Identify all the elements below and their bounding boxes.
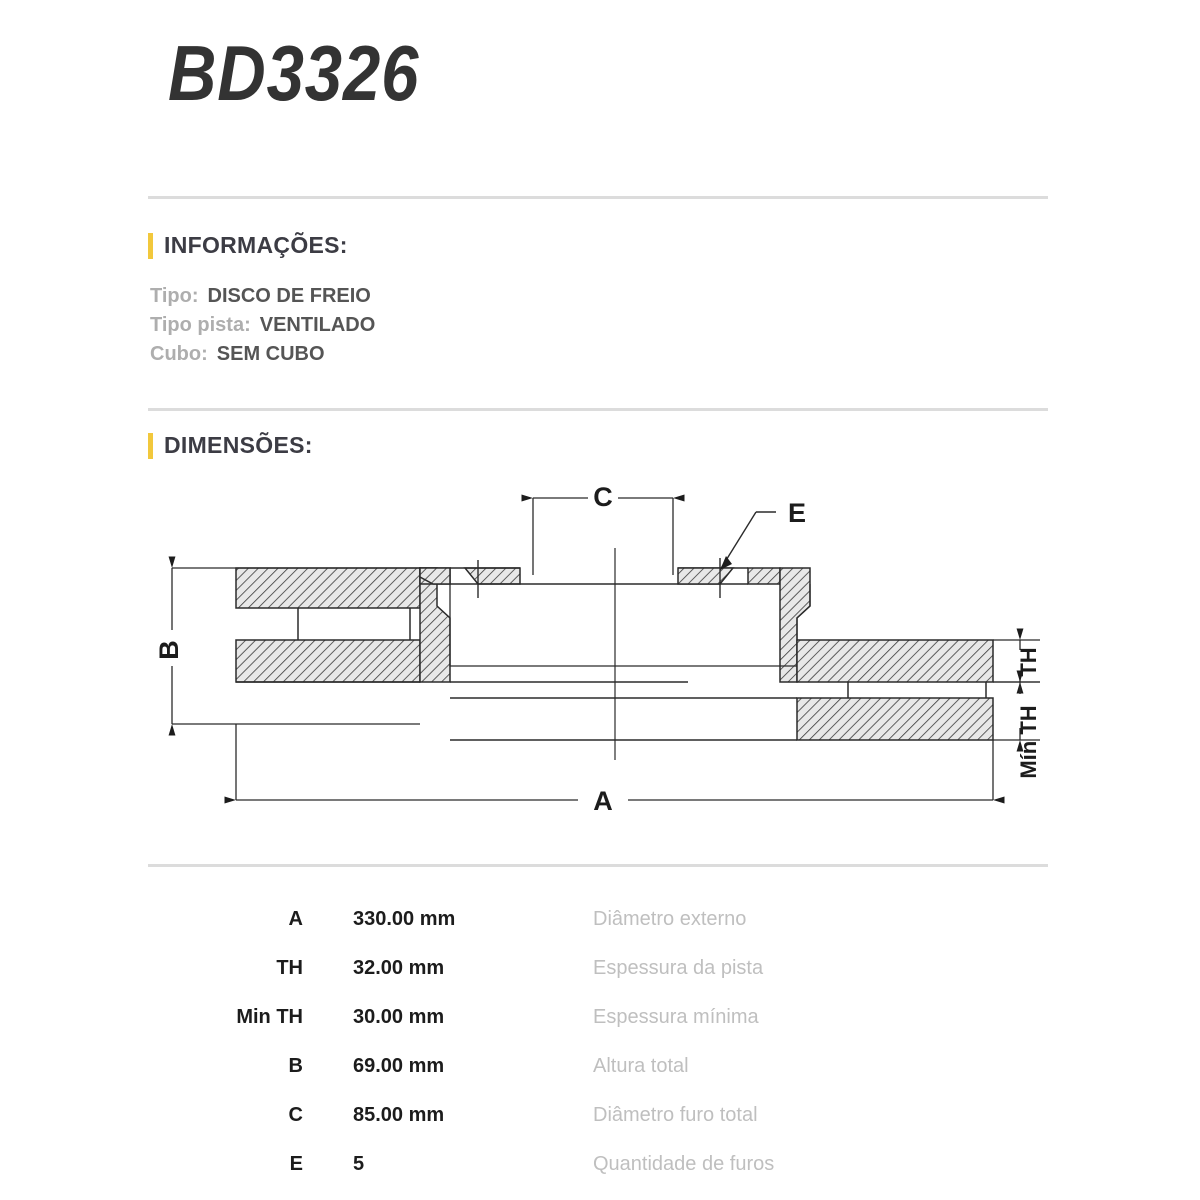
accent-bar-icon — [148, 233, 153, 259]
table-row — [148, 1042, 1048, 1091]
dim-description: Espessura mínima — [593, 1006, 759, 1028]
dim-value: 32.00 mm — [353, 957, 445, 979]
info-label-cubo: Cubo: — [150, 343, 208, 365]
info-list — [150, 282, 375, 369]
dim-key: TH — [276, 957, 303, 979]
dim-description: Diâmetro furo total — [593, 1104, 758, 1126]
divider-top — [148, 196, 1048, 199]
info-value-tipo: DISCO DE FREIO — [207, 285, 371, 307]
dim-value: 85.00 mm — [353, 1104, 445, 1126]
dimension-e-leader — [720, 512, 776, 598]
dim-value: 5 — [353, 1153, 365, 1175]
brake-disc-cross-section-drawing — [148, 470, 1048, 850]
section-header-dimensoes — [148, 432, 313, 459]
dim-key: Min TH — [236, 1006, 303, 1028]
dim-value: 330.00 mm — [353, 908, 456, 930]
dim-description: Altura total — [593, 1055, 689, 1077]
dimensions-table — [148, 895, 1048, 1189]
table-row — [148, 944, 1048, 993]
section-header-informacoes — [148, 232, 348, 259]
table-row — [148, 1140, 1048, 1189]
accent-bar-icon — [148, 433, 153, 459]
dim-key: B — [288, 1055, 303, 1077]
dimension-label-c: C — [593, 482, 613, 512]
dim-description: Diâmetro externo — [593, 908, 747, 930]
divider-middle — [148, 408, 1048, 411]
dimension-label-a: A — [593, 786, 613, 816]
dim-description: Quantidade de furos — [593, 1153, 775, 1175]
dim-value: 30.00 mm — [353, 1006, 445, 1028]
info-row-cubo — [150, 340, 375, 369]
info-label-tipo-pista: Tipo pista: — [150, 314, 251, 336]
dimension-label-th: TH — [1016, 647, 1041, 677]
section-title-dimensoes: DIMENSÕES: — [164, 432, 313, 458]
dim-key: A — [288, 908, 303, 930]
info-value-tipo-pista: VENTILADO — [259, 314, 376, 336]
dim-value: 69.00 mm — [353, 1055, 445, 1077]
dim-key: C — [288, 1104, 303, 1126]
table-row — [148, 993, 1048, 1042]
page-title: BD3326 — [168, 29, 420, 117]
dimension-label-min-th: Mín TH — [1016, 705, 1041, 779]
info-value-cubo: SEM CUBO — [216, 343, 325, 365]
dim-description: Espessura da pista — [593, 957, 764, 979]
dimension-label-b: B — [154, 640, 184, 660]
info-row-tipo-pista — [150, 311, 375, 340]
info-label-tipo: Tipo: — [150, 285, 199, 307]
divider-bottom — [148, 864, 1048, 867]
dimension-label-e: E — [788, 498, 807, 528]
info-row-tipo — [150, 282, 375, 311]
table-row — [148, 895, 1048, 944]
section-title-informacoes: INFORMAÇÕES: — [164, 232, 348, 258]
dim-key: E — [289, 1153, 303, 1175]
table-row — [148, 1091, 1048, 1140]
